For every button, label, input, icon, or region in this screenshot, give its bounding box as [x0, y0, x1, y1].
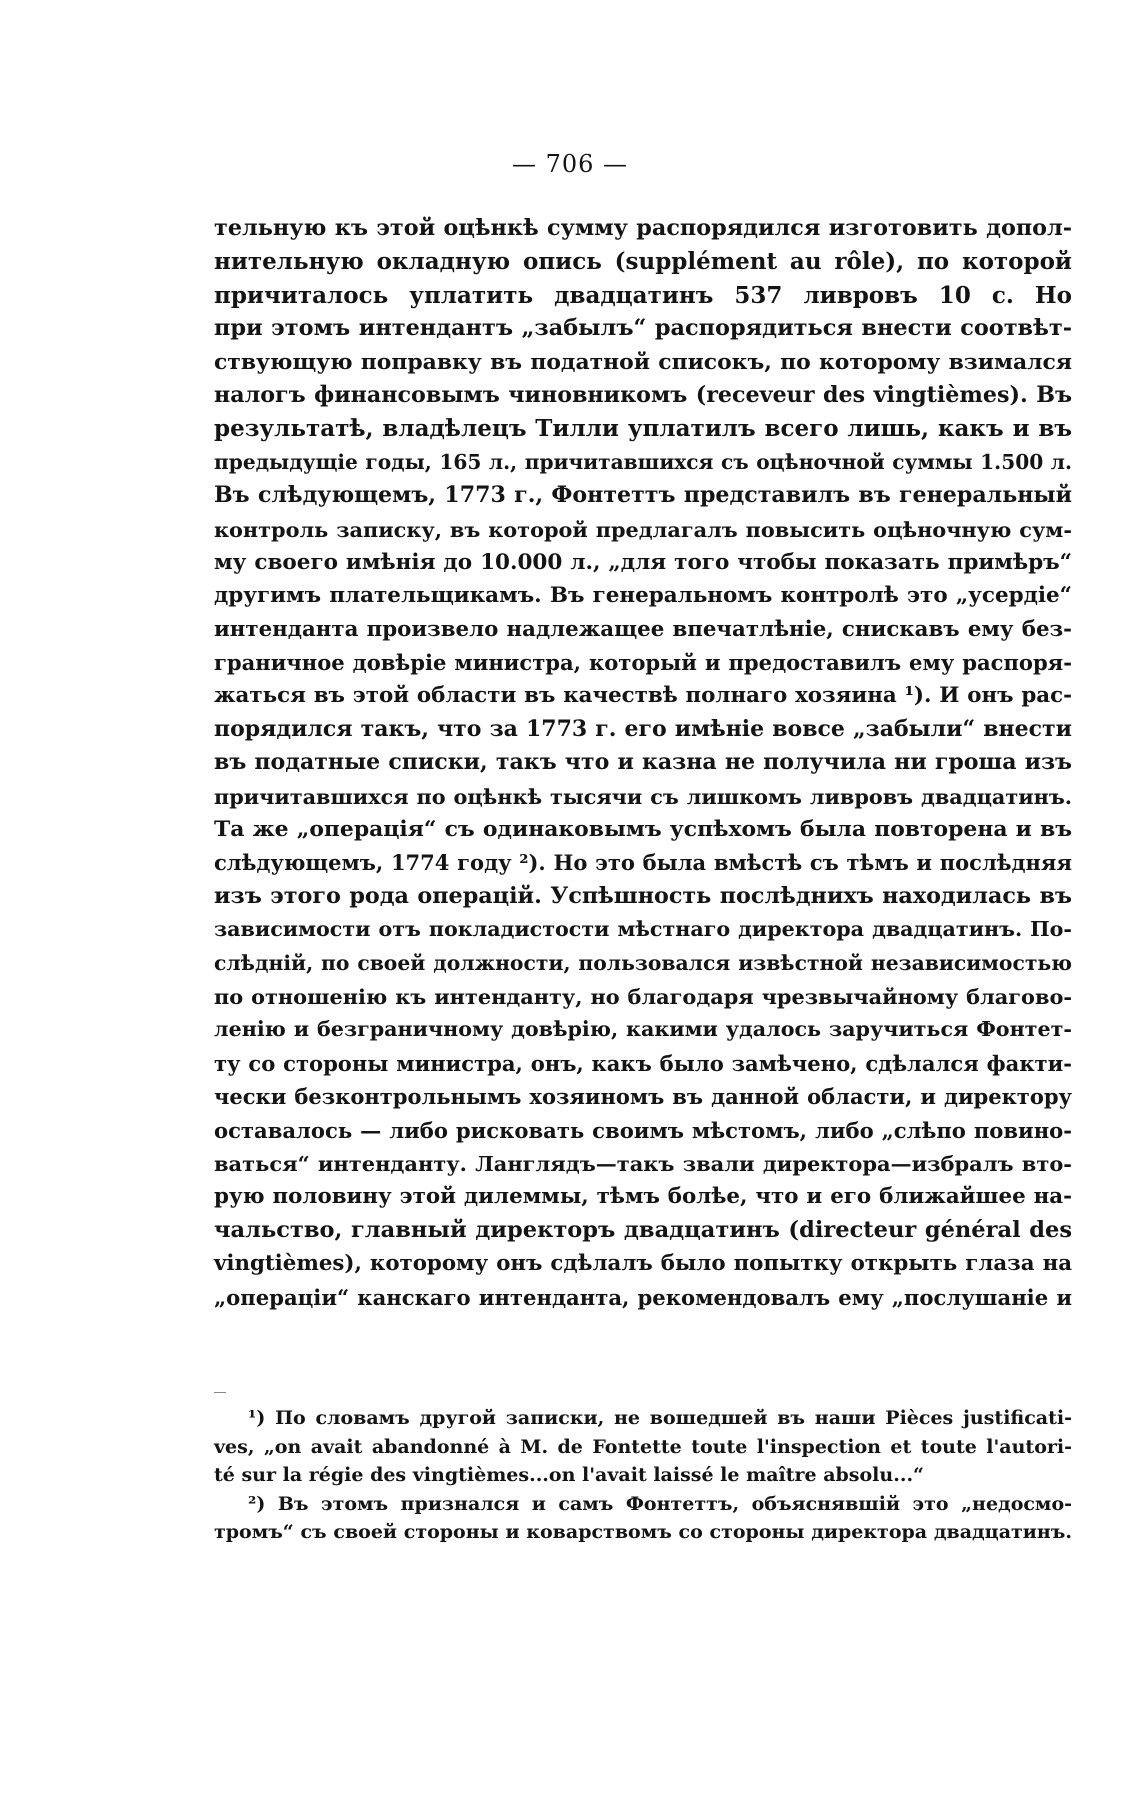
- text-line: слѣдній, по своей должности, пользовался извѣстной независимостью: [214, 950, 1072, 975]
- text-line: vingtièmes), которому онъ сдѣлалъ было попытку открыть глаза на: [214, 1251, 1072, 1277]
- text-line: изъ этого рода операцій. Успѣшность послѣднихъ находилась въ: [214, 882, 1072, 909]
- text-line: другимъ плательщикамъ. Въ генеральномъ контролѣ это „усердіе“: [214, 583, 1072, 609]
- text-line: ваться“ интенданту. Ланглядъ—такъ звали директора—избралъ вто-: [214, 1150, 1072, 1176]
- footnote-separator: [214, 1392, 226, 1393]
- text-line: „операціи“ канскаго интенданта, рекомендовалъ ему „послушаніе и: [214, 1284, 1072, 1310]
- footnote-line: ¹) По словамъ другой записки, не вошедшей въ наши Pièces justificati-: [248, 1407, 1072, 1429]
- footnote-line: ²) Въ этомъ признался и самъ Фонтеттъ, объяснявшій это „недосмо-: [248, 1492, 1072, 1515]
- text-line: по отношенію къ интенданту, но благодаря чрезвычайному благово-: [214, 983, 1072, 1009]
- text-line: нительную окладную опись (supplément au rôle), по которой: [214, 248, 1072, 276]
- text-line: Та же „операція“ съ одинаковымъ успѣхомъ была повторена и въ: [214, 816, 1072, 843]
- text-line: налогъ финансовымъ чиновникомъ (receveur des vingtièmes). Въ: [214, 381, 1072, 408]
- footnote-2: [214, 1490, 1072, 1547]
- text-line: ту со стороны министра, онъ, какъ было замѣчено, сдѣлался факти-: [214, 1050, 1072, 1076]
- footnote-line: té sur la régie des vingtièmes...on l'avait laissé le maître absolu...“: [214, 1464, 924, 1486]
- text-line: граничное довѣріе министра, который и предоставилъ ему распоря-: [214, 650, 1072, 676]
- text-line: оставалось — либо рисковать своимъ мѣстомъ, либо „слѣпо повино-: [214, 1117, 1072, 1143]
- text-line: жаться въ этой области въ качествѣ полнаго хозяина ¹). И онъ рас-: [214, 683, 1072, 709]
- text-line: порядился такъ, что за 1773 г. его имѣніе вовсе „забыли“ внести: [214, 715, 1072, 742]
- footnote-1: [214, 1404, 1072, 1490]
- page-number: — 706 —: [511, 150, 629, 178]
- text-line: предыдущіе годы, 165 л., причитавшихся съ оцѣночной суммы 1.500 л.: [214, 449, 1072, 474]
- text-line: при этомъ интендантъ „забылъ“ распорядиться внести соотвѣт-: [214, 315, 1072, 342]
- text-line: рую половину этой дилеммы, тѣмъ болѣе, что и его ближайшее на-: [214, 1184, 1072, 1210]
- footnote-line: ves, „on avait abandonné à M. de Fontette toute l'inspection et toute l'autori-: [214, 1435, 1072, 1458]
- text-line: чески безконтрольнымъ хозяиномъ въ данной области, и директору: [214, 1084, 1072, 1110]
- text-line: въ податные списки, такъ что и казна не получила ни гроша изъ: [214, 749, 1072, 776]
- text-line: причиталось уплатить двадцатинъ 537 ливровъ 10 с. Но: [214, 281, 1072, 309]
- text-line: Въ слѣдующемъ, 1773 г., Фонтеттъ представилъ въ генеральный: [214, 482, 1072, 509]
- text-line: контроль записку, въ которой предлагалъ повысить оцѣночную сум-: [214, 516, 1072, 542]
- text-line: му своего имѣнія до 10.000 л., „для того чтобы показать примѣръ“: [214, 549, 1072, 575]
- text-line: тельную къ этой оцѣнкѣ сумму распорядился изготовить допол-: [214, 215, 1072, 241]
- text-line: интенданта произвело надлежащее впечатлѣніе, снискавъ ему без-: [214, 616, 1072, 642]
- text-line: ствующую поправку въ податной списокъ, по которому взимался: [214, 348, 1072, 375]
- text-line: чальство, главный директоръ двадцатинъ (directeur général des: [214, 1216, 1072, 1243]
- body-text: [214, 212, 1072, 1314]
- text-line: результатѣ, владѣлецъ Тилли уплатилъ всего лишь, какъ и въ: [214, 415, 1072, 443]
- text-line: слѣдующемъ, 1774 году ²). Но это была вмѣстѣ съ тѣмъ и послѣдняя: [214, 850, 1072, 876]
- footnotes: [214, 1404, 1072, 1547]
- text-line: ленію и безграничному довѣрію, какими удалось заручиться Фонтет-: [214, 1017, 1072, 1042]
- text-line: причитавшихся по оцѣнкѣ тысячи съ лишкомъ ливровъ двадцатинъ.: [214, 783, 1072, 809]
- text-line: зависимости отъ покладистости мѣстнаго директора двадцатинъ. По-: [214, 917, 1072, 942]
- footnote-line: тромъ“ съ своей стороны и коварствомъ со стороны директора двадцатинъ.: [214, 1521, 1072, 1543]
